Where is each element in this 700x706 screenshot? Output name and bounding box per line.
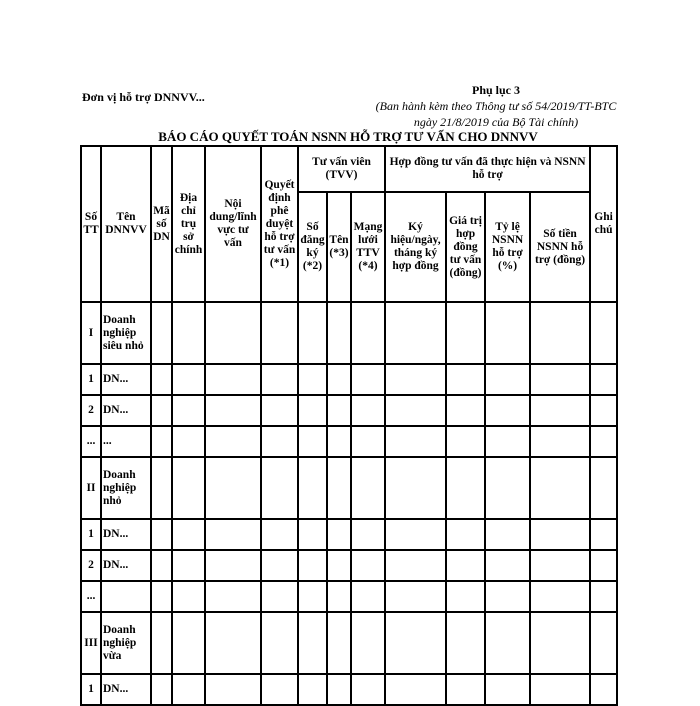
row-name: DN... <box>101 395 151 426</box>
row-stt: II <box>81 457 101 519</box>
empty-cell <box>261 395 298 426</box>
empty-cell <box>530 581 590 612</box>
empty-cell <box>351 426 385 457</box>
empty-cell <box>151 581 172 612</box>
empty-cell <box>485 457 530 519</box>
empty-cell <box>446 395 485 426</box>
empty-cell <box>172 550 205 581</box>
header-tvv-group: Tư vấn viên (TVV) <box>298 146 385 192</box>
empty-cell <box>172 674 205 705</box>
empty-cell <box>261 364 298 395</box>
table-row <box>81 364 617 395</box>
row-name: Doanh nghiệp nhỏ <box>101 457 151 519</box>
empty-cell <box>327 302 351 364</box>
empty-cell <box>298 364 327 395</box>
empty-cell <box>298 395 327 426</box>
appendix-block <box>368 82 624 130</box>
empty-cell <box>530 302 590 364</box>
empty-cell <box>385 426 446 457</box>
empty-cell <box>485 519 530 550</box>
unit-label: Đơn vị hỗ trợ DNNVV... <box>82 90 205 104</box>
empty-cell <box>590 395 617 426</box>
header-gia-tri: Giá trị hợp đồng tư vấn (đồng) <box>446 192 485 302</box>
empty-cell <box>205 457 261 519</box>
empty-cell <box>327 364 351 395</box>
empty-cell <box>261 519 298 550</box>
empty-cell <box>351 302 385 364</box>
empty-cell <box>327 426 351 457</box>
header-ghi-chu: Ghi chú <box>590 146 617 302</box>
section-row <box>81 612 617 674</box>
section-row <box>81 302 617 364</box>
empty-cell <box>351 581 385 612</box>
empty-cell <box>530 364 590 395</box>
empty-cell <box>298 302 327 364</box>
empty-cell <box>298 519 327 550</box>
empty-cell <box>261 302 298 364</box>
empty-cell <box>327 519 351 550</box>
table-row <box>81 519 617 550</box>
empty-cell <box>446 519 485 550</box>
empty-cell <box>261 457 298 519</box>
empty-cell <box>261 674 298 705</box>
empty-cell <box>485 674 530 705</box>
empty-cell <box>385 302 446 364</box>
row-stt: III <box>81 612 101 674</box>
empty-cell <box>590 550 617 581</box>
empty-cell <box>205 581 261 612</box>
empty-cell <box>327 395 351 426</box>
empty-cell <box>298 426 327 457</box>
row-stt: I <box>81 302 101 364</box>
empty-cell <box>590 674 617 705</box>
table-row <box>81 395 617 426</box>
empty-cell <box>327 612 351 674</box>
empty-cell <box>351 457 385 519</box>
empty-cell <box>172 426 205 457</box>
header-dia-chi: Địa chỉ trụ sở chính <box>172 146 205 302</box>
empty-cell <box>530 519 590 550</box>
header-ky-hieu: Ký hiệu/ngày, tháng ký hợp đồng <box>385 192 446 302</box>
empty-cell <box>151 674 172 705</box>
empty-cell <box>530 550 590 581</box>
empty-cell <box>205 395 261 426</box>
empty-cell <box>446 581 485 612</box>
empty-cell <box>351 395 385 426</box>
empty-cell <box>446 364 485 395</box>
empty-cell <box>298 674 327 705</box>
empty-cell <box>385 457 446 519</box>
header-hop-dong-group: Hợp đồng tư vấn đã thực hiện và NSNN hỗ trợ <box>385 146 590 192</box>
empty-cell <box>590 612 617 674</box>
report-title: BÁO CÁO QUYẾT TOÁN NSNN HỖ TRỢ TƯ VẤN CHO DNNVV <box>158 129 538 144</box>
row-name: DN... <box>101 674 151 705</box>
empty-cell <box>172 395 205 426</box>
row-stt: ... <box>81 426 101 457</box>
empty-cell <box>351 612 385 674</box>
empty-cell <box>261 550 298 581</box>
empty-cell <box>385 581 446 612</box>
empty-cell <box>485 581 530 612</box>
header-ma-so-dn: Mã số DN <box>151 146 172 302</box>
appendix-subtitle: (Ban hành kèm theo Thông tư số 54/2019/TT-BTC ngày 21/8/2019 của Bộ Tài chính) <box>375 99 617 129</box>
empty-cell <box>351 674 385 705</box>
header-so-tt: Số TT <box>81 146 101 302</box>
empty-cell <box>298 612 327 674</box>
empty-cell <box>327 674 351 705</box>
empty-cell <box>446 426 485 457</box>
row-name: Doanh nghiệp vừa <box>101 612 151 674</box>
row-stt: 2 <box>81 395 101 426</box>
empty-cell <box>205 426 261 457</box>
empty-cell <box>530 457 590 519</box>
table-body <box>81 302 617 705</box>
table-row <box>81 550 617 581</box>
appendix-title: Phụ lục 3 <box>471 83 520 97</box>
table-row <box>81 581 617 612</box>
header-ten-dnnvv: Tên DNNVV <box>101 146 151 302</box>
empty-cell <box>205 519 261 550</box>
row-name: ... <box>101 426 151 457</box>
empty-cell <box>298 457 327 519</box>
empty-cell <box>385 612 446 674</box>
empty-cell <box>298 550 327 581</box>
empty-cell <box>590 364 617 395</box>
empty-cell <box>590 457 617 519</box>
empty-cell <box>485 426 530 457</box>
empty-cell <box>172 581 205 612</box>
header-quyet-dinh: Quyết định phê duyệt hỗ trợ tư vấn (*1) <box>261 146 298 302</box>
empty-cell <box>261 581 298 612</box>
empty-cell <box>151 550 172 581</box>
row-stt: 1 <box>81 519 101 550</box>
empty-cell <box>298 581 327 612</box>
empty-cell <box>327 550 351 581</box>
row-stt: 2 <box>81 550 101 581</box>
empty-cell <box>172 302 205 364</box>
empty-cell <box>172 612 205 674</box>
empty-cell <box>151 612 172 674</box>
empty-cell <box>151 426 172 457</box>
empty-cell <box>151 302 172 364</box>
empty-cell <box>151 364 172 395</box>
table-row <box>81 674 617 705</box>
empty-cell <box>351 550 385 581</box>
empty-cell <box>530 395 590 426</box>
empty-cell <box>172 457 205 519</box>
row-name: DN... <box>101 550 151 581</box>
row-name: DN... <box>101 364 151 395</box>
empty-cell <box>205 674 261 705</box>
empty-cell <box>590 519 617 550</box>
empty-cell <box>151 519 172 550</box>
empty-cell <box>385 395 446 426</box>
empty-cell <box>351 364 385 395</box>
header-mang-luoi: Mạng lưới TTV (*4) <box>351 192 385 302</box>
row-stt: 1 <box>81 364 101 395</box>
empty-cell <box>151 395 172 426</box>
empty-cell <box>446 457 485 519</box>
empty-cell <box>590 302 617 364</box>
header-ten: Tên (*3) <box>327 192 351 302</box>
empty-cell <box>327 581 351 612</box>
empty-cell <box>351 519 385 550</box>
empty-cell <box>385 519 446 550</box>
empty-cell <box>327 457 351 519</box>
empty-cell <box>485 302 530 364</box>
row-stt: ... <box>81 581 101 612</box>
header-so-tien: Số tiền NSNN hỗ trợ (đồng) <box>530 192 590 302</box>
empty-cell <box>590 581 617 612</box>
table-row <box>81 426 617 457</box>
empty-cell <box>261 612 298 674</box>
header-ty-le: Tỷ lệ NSNN hỗ trợ (%) <box>485 192 530 302</box>
empty-cell <box>261 426 298 457</box>
row-name <box>101 581 151 612</box>
empty-cell <box>385 364 446 395</box>
empty-cell <box>446 612 485 674</box>
empty-cell <box>172 364 205 395</box>
empty-cell <box>205 550 261 581</box>
empty-cell <box>446 674 485 705</box>
empty-cell <box>485 364 530 395</box>
settlement-table <box>80 145 618 706</box>
section-row <box>81 457 617 519</box>
empty-cell <box>446 550 485 581</box>
empty-cell <box>530 612 590 674</box>
row-stt: 1 <box>81 674 101 705</box>
empty-cell <box>205 302 261 364</box>
row-name: DN... <box>101 519 151 550</box>
empty-cell <box>485 395 530 426</box>
header-noi-dung: Nội dung/lĩnh vực tư vấn <box>205 146 261 302</box>
row-name: Doanh nghiệp siêu nhỏ <box>101 302 151 364</box>
empty-cell <box>485 612 530 674</box>
empty-cell <box>530 426 590 457</box>
header-so-dang-ky: Số đăng ký (*2) <box>298 192 327 302</box>
empty-cell <box>205 364 261 395</box>
empty-cell <box>385 550 446 581</box>
empty-cell <box>485 550 530 581</box>
empty-cell <box>590 426 617 457</box>
empty-cell <box>530 674 590 705</box>
empty-cell <box>446 302 485 364</box>
empty-cell <box>172 519 205 550</box>
empty-cell <box>205 612 261 674</box>
empty-cell <box>385 674 446 705</box>
empty-cell <box>151 457 172 519</box>
